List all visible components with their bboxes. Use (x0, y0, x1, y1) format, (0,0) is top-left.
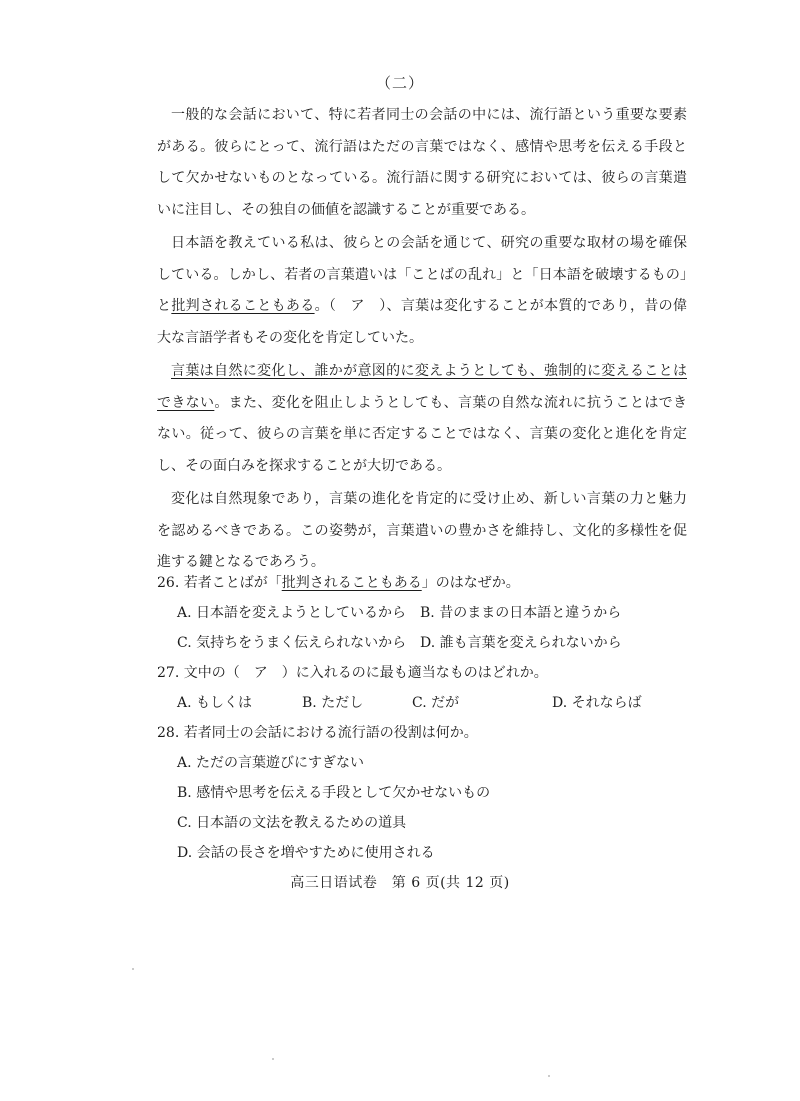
question-26-option-c: C. 気持ちをうまく伝えられないから (177, 635, 407, 651)
paragraph-2-text-b: 。（ ア ）、言葉は変化することが本質的であり，昔の偉大な言語学者もその変化を肯定していた。 (157, 298, 688, 346)
question-28-option-b: B. 感情や思考を伝える手段として欠かせないもの (177, 785, 491, 801)
question-28-option-d: D. 会話の長さを増やすために使用される (177, 845, 435, 861)
question-26-option-b: B. 昔のままの日本語と違うから (420, 605, 622, 621)
paragraph-4: 変化は自然現象であり，言葉の進化を肯定的に受け止め、新しい言葉の力と魅力を認めるべきである。この姿勢が，言葉遣いの豊かさを維持し、文化的多様性を促進する鍵となるであろう。 (157, 491, 687, 570)
scan-speck (548, 1075, 550, 1077)
question-28-option-c: C. 日本語の文法を教えるための道具 (177, 815, 407, 831)
question-28-stem: 28. 若者同士の会話における流行語の役割は何か。 (157, 725, 478, 741)
paragraph-3 (157, 356, 687, 482)
question-27-option-d: D. それならば (552, 695, 642, 711)
question-26-stem-pre: 26. 若者ことばが「 (157, 575, 282, 591)
paragraph-1: 一般的な会話において、特に若者同士の会話の中には、流行語という重要な要素がある。彼らにとって、流行語はただの言葉ではなく、感情や思考を伝える手段として欠かせないものとなっている。流行語に関する研究においては、彼らの言葉遣いに注目し、その独自の価値を認識することが重要である。 (157, 107, 687, 218)
underlined-sentence-natural-change: 言葉は自然に変化し、誰かが意図的に変えようとしても、強制的に変えることはできない (157, 363, 687, 411)
paragraph-3-text-b: 。また、変化を阻止しようとしても、言葉の自然な流れに抗うことはできない。従って、彼らの言葉を単に否定することではなく、言葉の変化と進化を肯定し、その面白みを探求することが大切である。 (157, 394, 688, 474)
question-list (157, 568, 687, 868)
question-27-option-a: A. もしくは (177, 695, 253, 711)
question-28-option-a: A. ただの言葉遊びにすぎない (177, 755, 365, 771)
question-26-option-a: A. 日本語を変えようとしているから (177, 605, 407, 621)
question-27-option-c: C. だが (412, 695, 460, 711)
question-26-options-row-1 (157, 598, 687, 628)
page-footer: 高三日语试卷 第 6 页(共 12 页) (290, 875, 510, 891)
question-26-stem-post: 」のはなぜか。 (421, 575, 520, 591)
reading-passage (157, 100, 687, 579)
question-27-stem: 27. 文中の（ ア ）に入れるのに最も適当なものはどれか。 (157, 665, 548, 681)
section-title: （二） (375, 74, 424, 92)
underlined-phrase-criticized: 批判されることもある (171, 298, 315, 314)
question-26-stem (157, 568, 687, 598)
question-27-options (157, 688, 687, 718)
scan-speck (132, 968, 134, 970)
question-26-stem-underlined: 批判されることもある (281, 575, 422, 591)
paragraph-2-text-a: 日本語を教えている私は、彼らとの会話を通じて、研究の重要な取材の場を確保している。しかし、若者の言葉遣いは「ことばの乱れ」と「日本語を破壊するもの」と (157, 235, 687, 314)
paragraph-2 (157, 228, 687, 354)
question-26-options-row-2 (157, 628, 687, 658)
scan-speck (272, 1058, 274, 1060)
question-26-option-d: D. 誰も言葉を変えられないから (420, 635, 622, 651)
question-27-option-b: B. ただし (302, 695, 364, 711)
